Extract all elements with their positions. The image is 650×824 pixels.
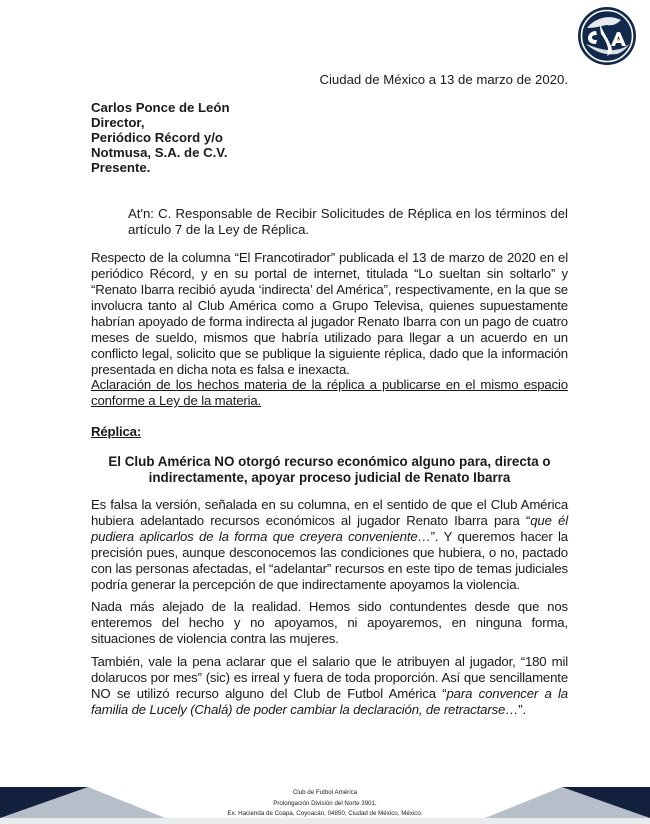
replica-headline: El Club América NO otorgó recurso económico alguno para, directa o indirectamente, apoyar proceso judicial de Renato Ibarra [108,454,551,485]
addressee-company: Notmusa, S.A. de C.V. [91,145,228,160]
addressee-title: Director, [91,115,145,130]
text: ”. Y queremos hacer la precisión pues, aunque desconocemos las condiciones que hubiera, o no, pactado con las personas afectadas, el “adelantar” recursos en este tipo de temas judiciales podría generar la percepción de que indirectamente apoyamos la violencia. [91,529,568,592]
footer-street: Prolongación División del Norte 3901, [273,799,377,807]
addressee-publication: Periódico Récord y/o [91,130,223,145]
text: Es falsa la versión, señalada en su columna, en el sentido de que el Club América hubiera adelantado recursos económicos al jugador Renato Ibarra para “ [91,497,568,528]
paragraph-reality: Nada más alejado de la realidad. Hemos sido contundentes desde que nos enteremos del hecho y no apoyamos, ni apoyaremos, en ninguna forma, situaciones de violencia contra las mujeres. [91,599,568,646]
quoted-italic-text: para convencer a la familia de Lucely (Chalá) de poder cambiar la declaración, de retractarse… [91,686,568,717]
club-america-crest-logo [577,6,637,66]
quoted-italic-text: que él pudiera aplicarlos de la forma que creyera conveniente… [91,513,568,544]
text: También, vale la pena aclarar que el salario que le atribuyen al jugador, “180 mil dolarucos por mes” (sic) es irreal y fuera de toda proporción. Así que sencillamente NO se utilizó recurso alguno del Club de Futbol América “ [91,654,568,701]
paragraph-false-version [91,497,568,593]
text: ”. [518,702,526,717]
addressee-block [91,100,230,175]
replica-label: Réplica: [91,424,142,439]
addressee-name: Carlos Ponce de León [91,100,230,115]
letter-date: Ciudad de México a 13 de marzo de 2020. [319,72,568,87]
clarification-heading: Aclaración de los hechos materia de la réplica a publicarse en el mismo espacio conforme a Ley de la materia. [91,377,568,408]
attention-line: At'n: C. Responsable de Recibir Solicitudes de Réplica en los términos del artículo 7 de la Ley de Réplica. [128,206,568,237]
footer-city: Ex. Hacienda de Coapa, Coyoacán, 04850, Ciudad de México, México. [227,810,423,817]
footer-address [150,788,500,820]
paragraph-request: Respecto de la columna “El Francotirador” publicada el 13 de marzo de 2020 en el periódico Récord, y en su portal de internet, titulada “Lo sueltan sin soltarlo” y “Renato Ibarra recibió ayuda ‘indirecta’ del América”, respectivamente, en la que se involucra tanto al Club América como a Grupo Televisa, quienes supuestamente habrían apoyado de forma indirecta al jugador Renato Ibarra con un pago de cuatro meses de sueldo, mismos que habría utilizado para llegar a un acuerdo en un conflicto legal, solicito que se publique la siguiente réplica, dado que la información presentada en dicha nota es falsa e inexacta. [91,250,568,377]
paragraph-salary [91,654,568,718]
footer-club-name: Club de Futbol América [292,789,358,796]
addressee-presente: Presente. [91,160,151,175]
